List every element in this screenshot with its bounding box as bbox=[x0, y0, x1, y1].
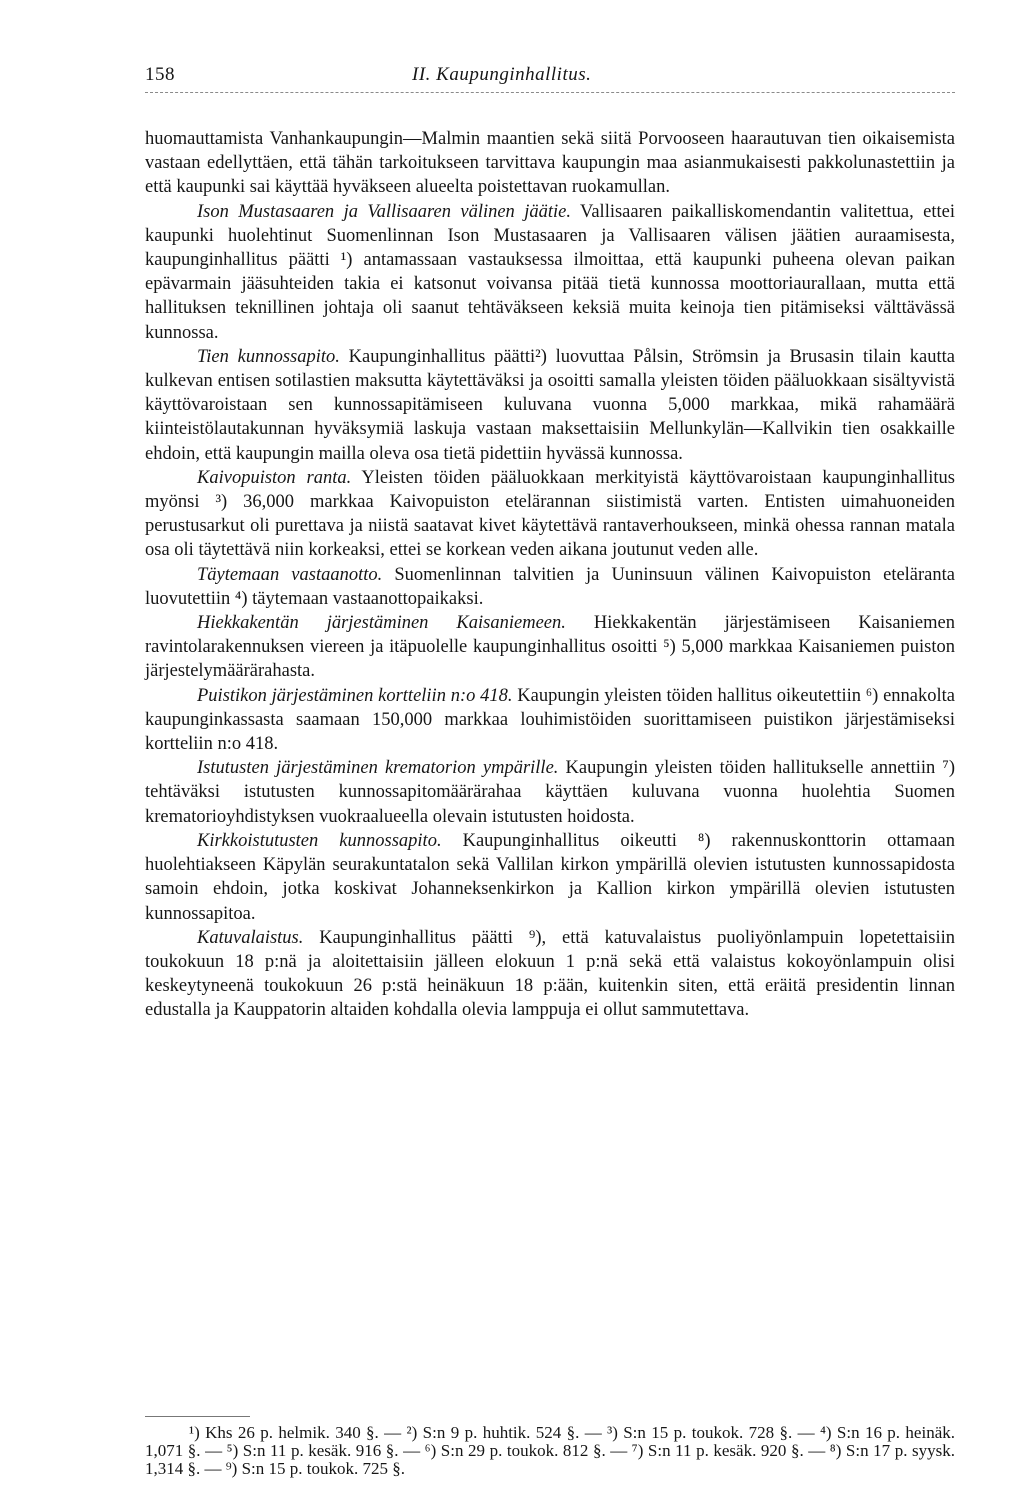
paragraph-text: Kaupunginhallitus oikeutti ⁸) rakennuskonttorin ottamaan huolehtiakseen Käpylän seurakuntatalon sekä Vallilan kirkon ympärillä olevien istutusten kunnossapidosta samoin ehdoin, jotka koskivat Johanneksenkirkon ja Kallion kirkon ympärillä olevien istutusten kunnossapitoa. bbox=[145, 830, 955, 924]
paragraph-text: Kaupunginhallitus päätti ⁹), että katuvalaistus puoliyönlampuin lopetettaisiin toukokuun 18 p:nä ja aloitettaisiin jälleen elokuun 1 p:nä sekä että valaistus kokoyönlampuin olisi keskeytyneenä toukokuun 26 p:stä heinäkuun 18 p:ään, kuitenkin siten, että eräitä presidentin linnan edustalla ja Kauppatorin altaiden kohdalla olevia lamppuja ei ollut sammutettava. bbox=[145, 927, 955, 1021]
paragraph-text: Kaupunginhallitus päätti²) luovuttaa Pålsin, Strömsin ja Brusasin tilain kautta kulkevan entisen sotilastien maksutta käytettäväksi ja osoitti samalla yleisten töiden pääluokkaan sisältyvistä käyttövaroistaan sen kunnossapitämiseen kuluvana vuonna 5,000 markkaa, mikä rahamäärä kiinteistölautakunnan hyväksymiä laskuja vastaan maksettaisiin Mellunkylän—Kallvikin tien osakkaille ehdoin, että kaupungin mailla oleva osa tietä pidettiin hyvässä kunnossa. bbox=[145, 346, 955, 464]
paragraph-church-plantings bbox=[145, 829, 955, 926]
paragraph-topic: Katuvalaistus. bbox=[197, 927, 304, 948]
paragraph-park-block bbox=[145, 684, 955, 757]
paragraph-topic: Ison Mustasaaren ja Vallisaaren välinen jäätie. bbox=[197, 201, 571, 222]
paragraph-sand-field bbox=[145, 611, 955, 684]
paragraph-ice-road bbox=[145, 200, 955, 345]
page-number: 158 bbox=[145, 64, 175, 85]
paragraph-fill-reception bbox=[145, 563, 955, 611]
paragraph-topic: Istutusten järjestäminen krematorion ympärille. bbox=[197, 758, 559, 779]
paragraph-topic: Puistikon järjestäminen kortteliin n:o 418. bbox=[197, 685, 513, 706]
footnote-text: ¹) Khs 26 p. helmik. 340 §. — ²) S:n 9 p. huhtik. 524 §. — ³) S:n 15 p. toukok. 728 §. — ⁴) S:n 16 p. heinäk. 1,071 §. — ⁵) S:n 11 p. kesäk. 916 §. — ⁶) S:n 29 p. toukok. 812 §. — ⁷) S:n 11 p. kesäk. 920 §. — ⁸) S:n 17 p. syysk. 1,314 §. — ⁹) S:n 15 p. toukok. 725 §. bbox=[145, 1423, 955, 1478]
paragraph-text: Suomenlinnan talvitien ja Uuninsuun välinen Kaivopuiston eteläranta luovutettiin ⁴) täytemaan vastaanottopaikaksi. bbox=[145, 564, 955, 609]
paragraph-topic: Hiekkakentän järjestäminen Kaisaniemeen. bbox=[197, 613, 566, 634]
paragraph-topic: Täytemaan vastaanotto. bbox=[197, 564, 383, 585]
paragraph-text: huomauttamista Vanhankaupungin—Malmin maantien sekä siitä Porvooseen haarautuvan tien oikaisemista vastaan edellyttäen, että tähän tarkoitukseen tarvittava kaupungin maa asianmukaisesti pakkolunastettiin ja että kaupunki sai käyttää hyväkseen alueelta poistettavan ruokamullan. bbox=[145, 129, 955, 198]
page-header bbox=[145, 60, 955, 93]
paragraph-road-maintenance bbox=[145, 345, 955, 466]
paragraph-crematorium-plantings bbox=[145, 756, 955, 829]
paragraph-topic: Kaivopuiston ranta. bbox=[197, 467, 352, 488]
paragraph-text: Vallisaaren paikalliskomendantin valitettua, ettei kaupunki huolehtinut Suomenlinnan Ison Mustasaaren ja Vallisaaren välisen jäätien auraamisesta, kaupunginhallitus päätti ¹) antamassaan vastauksessa ilmoittaa, että kaupunki puheena olevan paikan epävarmain jääsuhteiden takia ei katsonut voivansa pitää tietä kunnossa moottoriaurallaan, mutta että hallituksen teknillinen johtaja oli saanut tehtäväkseen keksiä muita keinoja tien pitämiseksi välttävässä kunnossa. bbox=[145, 201, 955, 343]
paragraph-kaivopuisto-shore bbox=[145, 466, 955, 563]
paragraph-road-objections bbox=[145, 127, 955, 200]
paragraph-text: Kaupungin yleisten töiden hallitukselle annettiin ⁷) tehtäväksi istutusten kunnossapitomäärärahaa käyttäen kuluvana vuonna huolehtia Suomen krematorioyhdistyksen vuokraalueella olevain istutusten hoidosta. bbox=[145, 758, 955, 827]
paragraph-text: Hiekkakentän järjestämiseen Kaisaniemen ravintolarakennuksen viereen ja itäpuolelle kaupunginhallitus osoitti ⁵) 5,000 markkaa Kaisaniemen puiston järjestelymäärärahasta. bbox=[145, 613, 955, 682]
running-head: II. Kaupunginhallitus. bbox=[412, 64, 592, 85]
footnote-divider bbox=[145, 1416, 250, 1417]
paragraph-topic: Kirkkoistutusten kunnossapito. bbox=[197, 830, 442, 851]
paragraph-topic: Tien kunnossapito. bbox=[197, 346, 340, 367]
footnotes bbox=[145, 1424, 955, 1478]
paragraph-text: Yleisten töiden pääluokkaan merkityistä käyttövaroistaan kaupunginhallitus myönsi ³) 36,000 markkaa Kaivopuiston etelärannan siistimistä varten. Entisten uimahuoneiden perustusarkut oli purettava ja niistä saatavat kivet käytettävä rantaverhoukseen, minkä ohessa rannan matala osa oli täytettävä niin korkeaksi, ettei se korkean veden aikana joutunut veden alle. bbox=[145, 467, 956, 561]
paragraph-text: Kaupungin yleisten töiden hallitus oikeutettiin ⁶) ennakolta kaupunginkassasta saamaan 150,000 markkaa louhimistöiden suorittamiseen puistikon järjestämiseksi kortteliin n:o 418. bbox=[145, 685, 956, 755]
paragraph-street-lighting bbox=[145, 926, 955, 1023]
body-text bbox=[145, 127, 955, 1023]
